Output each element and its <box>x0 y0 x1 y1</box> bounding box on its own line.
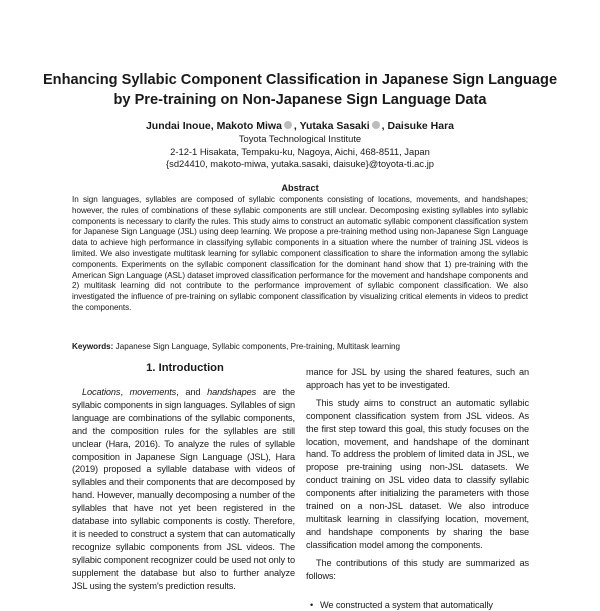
text-run: , <box>120 387 129 397</box>
paper-title: Enhancing Syllabic Component Classification in Japanese Sign Language by Pre-training on Non-Japanese Sign Language Data <box>40 70 560 110</box>
affiliation <box>0 133 600 171</box>
keywords <box>72 341 528 352</box>
emphasis-term: movements <box>130 387 177 397</box>
emphasis-term: Locations <box>82 387 120 397</box>
list-item-text: We constructed a system that automatically <box>320 600 493 610</box>
institute-address: 2-12-1 Hisakata, Tempaku-ku, Nagoya, Aichi, 468-8511, Japan <box>0 146 600 159</box>
orcid-icon[interactable] <box>372 121 380 129</box>
abstract-text: In sign languages, syllables are composed of syllabic components consisting of locations, movements, and handshapes; however, the rules of combinations of these syllabic components are still unclear. Decomposing existing syllables into syllabic components is necessary to clarify the rules. This study aims to construct an automatic syllabic component classification system for Japanese Sign Language (JSL) using deep learning. We propose a pre-training method using non-Japanese Sign Language data to achieve high performance in classifying syllabic components in a situation where the number of training JSL videos is limited. We also investigate multitask learning for syllabic component classification to share the information among the syllabic components. Experiments on the syllabic component classification for the dominant hand show that 1) pre-training with the American Sign Language (ASL) dataset improved classification performance for the movement and handshape components and 2) multitask learning did not contribute to the performance improvement of syllabic component classification. We also investigated the influence of pre-training on syllabic component classification by visualizing critical elements in videos to predict the components. <box>72 195 528 314</box>
list-item <box>306 599 529 611</box>
orcid-icon[interactable] <box>284 121 292 129</box>
text-run: are the syllabic components in sign languages. Syllables of sign language are combinations of the syllabic components, and the composition rules for the syllables are still unclear (Hara, 2016). To analyze the rules of syllable composition in Japanese Sign Language (JSL), Hara (2019) proposed a syllable database with videos of syllables and their components that are decomposed by hand. However, manually decomposing a number of the syllables that have not yet been registered in the database into syllabic components is costly. Therefore, it is needed to construct a system that can automatically recognize syllabic components from JSL videos. The syllabic component recognizer could be used not only to supplement the database but also to further analyze JSL using the system's prediction results. <box>72 387 295 591</box>
left-column <box>72 386 295 600</box>
keywords-label: Keywords: <box>72 342 113 351</box>
keywords-text: Japanese Sign Language, Syllabic components, Pre-training, Multitask learning <box>116 342 400 351</box>
author-list: Jundai Inoue, Makoto Miwa , Yutaka Sasaki , Daisuke Hara <box>0 120 600 133</box>
author-name: Yutaka Sasaki <box>300 120 370 132</box>
author-name: Makoto Miwa <box>217 120 282 132</box>
emphasis-term: handshapes <box>207 387 256 397</box>
abstract-heading: Abstract <box>0 183 600 194</box>
paragraph <box>72 386 295 593</box>
paragraph: mance for JSL by using the shared features, such an approach has yet to be investigated. <box>306 366 529 392</box>
text-run: , and <box>176 387 207 397</box>
bullet-icon: • <box>310 599 313 611</box>
institute-name: Toyota Technological Institute <box>0 133 600 146</box>
author-name: Jundai Inoue <box>146 120 211 132</box>
right-column <box>306 366 529 600</box>
author-emails: {sd24410, makoto-miwa, yutaka.sasaki, daisuke}@toyota-ti.ac.jp <box>0 158 600 171</box>
author-name: Daisuke Hara <box>387 120 454 132</box>
paragraph: The contributions of this study are summarized as follows: <box>306 557 529 583</box>
section-heading: 1. Introduction <box>72 361 298 375</box>
paragraph: This study aims to construct an automatic syllabic component classification system from JSL videos. As the first step toward this goal, this study focuses on the location, movement, and handshape of the dominant hand. To address the problem of limited data in JSL, we propose pre-training using non-JSL datasets. We conduct training on JSL video data to classify syllabic components after initializing the parameters with those trained on a non-JSL dataset. We also introduce multitask learning in classifying location, movement, and handshape components by sharing the base classification model among the components. <box>306 397 529 552</box>
